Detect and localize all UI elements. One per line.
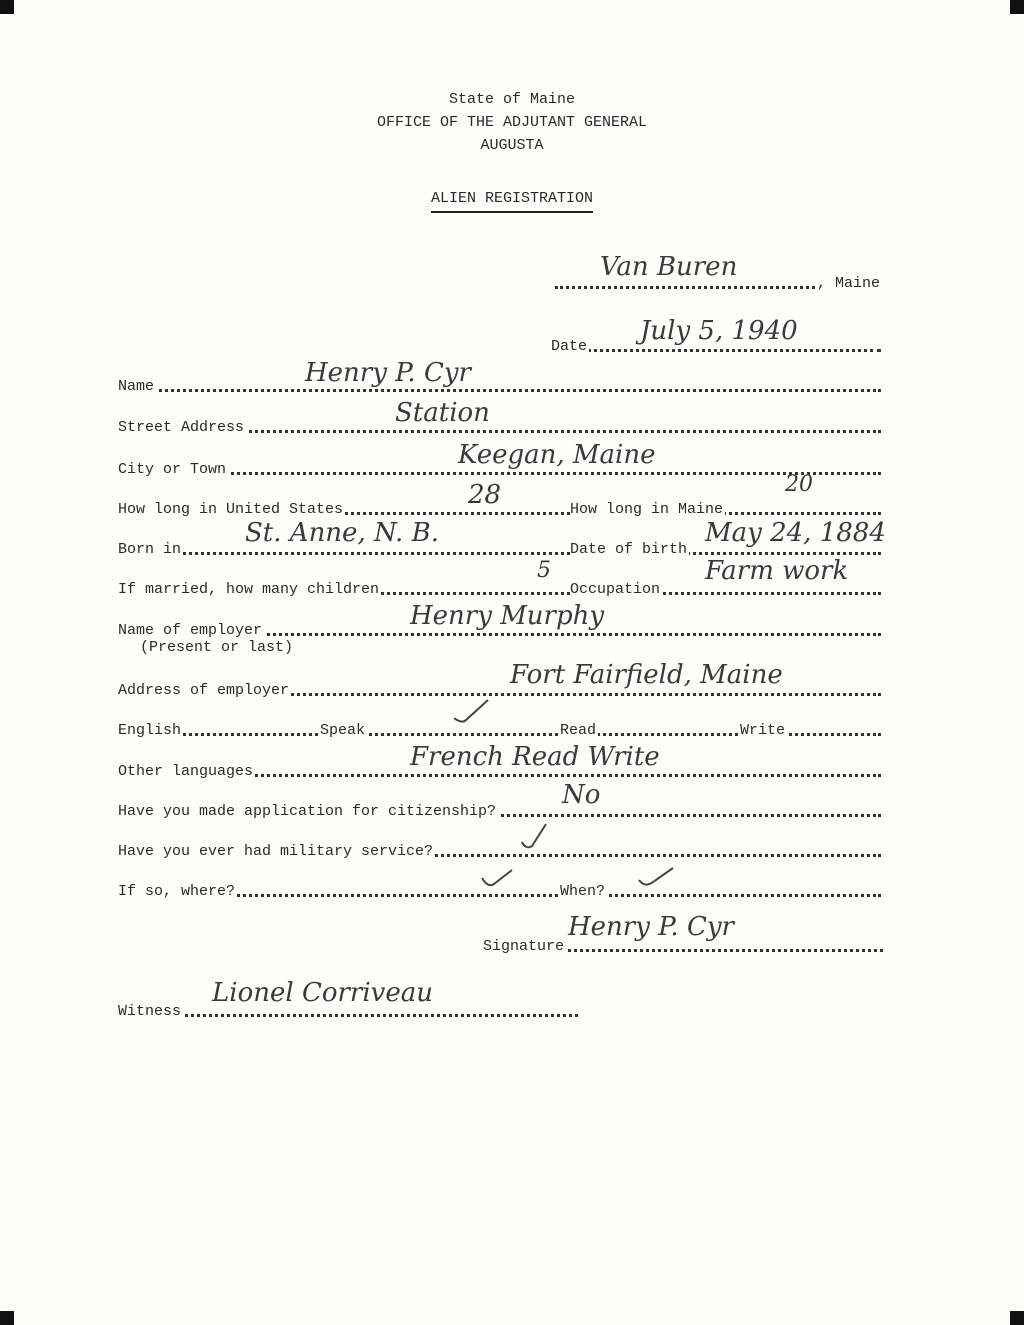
letterhead-office: OFFICE OF THE ADJUTANT GENERAL [376, 114, 648, 131]
street-label: Street Address [118, 419, 245, 436]
scan-corner-mark [1010, 1311, 1024, 1325]
check-mark-icon [635, 862, 675, 892]
signature-value: Henry P. Cyr [568, 912, 734, 942]
read-label: Read [560, 722, 597, 739]
other-languages-value: French Read Write [410, 742, 660, 772]
citizenship-label: Have you made application for citizenship? [118, 803, 497, 820]
check-mark-icon [478, 862, 518, 892]
military-row [118, 838, 881, 860]
citizenship-row [118, 798, 881, 820]
name-label: Name [118, 378, 155, 395]
town-value: Van Buren [600, 252, 738, 282]
english-label: English [118, 722, 182, 739]
check-mark-icon [516, 822, 556, 852]
city-label: City or Town [118, 461, 227, 478]
letterhead [0, 88, 1024, 157]
date-value: July 5, 1940 [640, 316, 798, 346]
date-label: Date [551, 338, 588, 355]
name-value: Henry P. Cyr [305, 358, 471, 388]
dob-label: Date of birth [570, 541, 688, 558]
citizenship-value: No [562, 780, 601, 810]
speak-label: Speak [320, 722, 366, 739]
years-us-value: 28 [468, 480, 502, 510]
born-in-label: Born in [118, 541, 182, 558]
check-mark-icon [452, 696, 492, 726]
scan-corner-mark [1010, 0, 1024, 14]
letterhead-city: AUGUSTA [480, 137, 544, 154]
employer-address-label: Address of employer [118, 682, 290, 699]
other-languages-label: Other languages [118, 763, 254, 780]
letterhead-state: State of Maine [448, 91, 576, 108]
children-label: If married, how many children [118, 581, 380, 598]
where-label: If so, where? [118, 883, 236, 900]
form-title: ALIEN REGISTRATION [0, 190, 1024, 207]
dob-value: May 24, 1884 [705, 518, 886, 548]
street-row [118, 414, 881, 436]
signature-label: Signature [483, 938, 565, 955]
military-label: Have you ever had military service? [118, 843, 434, 860]
city-value: Keegan, Maine [458, 440, 656, 470]
how-long-us-label: How long in United States [118, 501, 344, 518]
write-label: Write [740, 722, 786, 739]
employer-value: Henry Murphy [410, 601, 605, 631]
children-value: 5 [537, 558, 551, 583]
name-row [118, 373, 881, 395]
employer-sub-label: (Present or last) [140, 639, 294, 656]
employer-address-value: Fort Fairfield, Maine [510, 660, 783, 690]
english-row [118, 717, 881, 739]
occupation-label: Occupation [570, 581, 661, 598]
years-maine-value: 20 [785, 472, 813, 497]
maine-label: , Maine [817, 275, 881, 292]
witness-value: Lionel Corriveau [212, 978, 433, 1008]
occupation-value: Farm work [705, 556, 849, 586]
employer-label: Name of employer [118, 622, 263, 639]
born-in-value: St. Anne, N. B. [245, 518, 439, 548]
witness-label: Witness [118, 1003, 182, 1020]
scan-corner-mark [0, 1311, 14, 1325]
how-long-maine-label: How long in Maine [570, 501, 724, 518]
scan-corner-mark [0, 0, 14, 14]
street-value: Station [395, 398, 490, 428]
when-label: When? [560, 883, 606, 900]
